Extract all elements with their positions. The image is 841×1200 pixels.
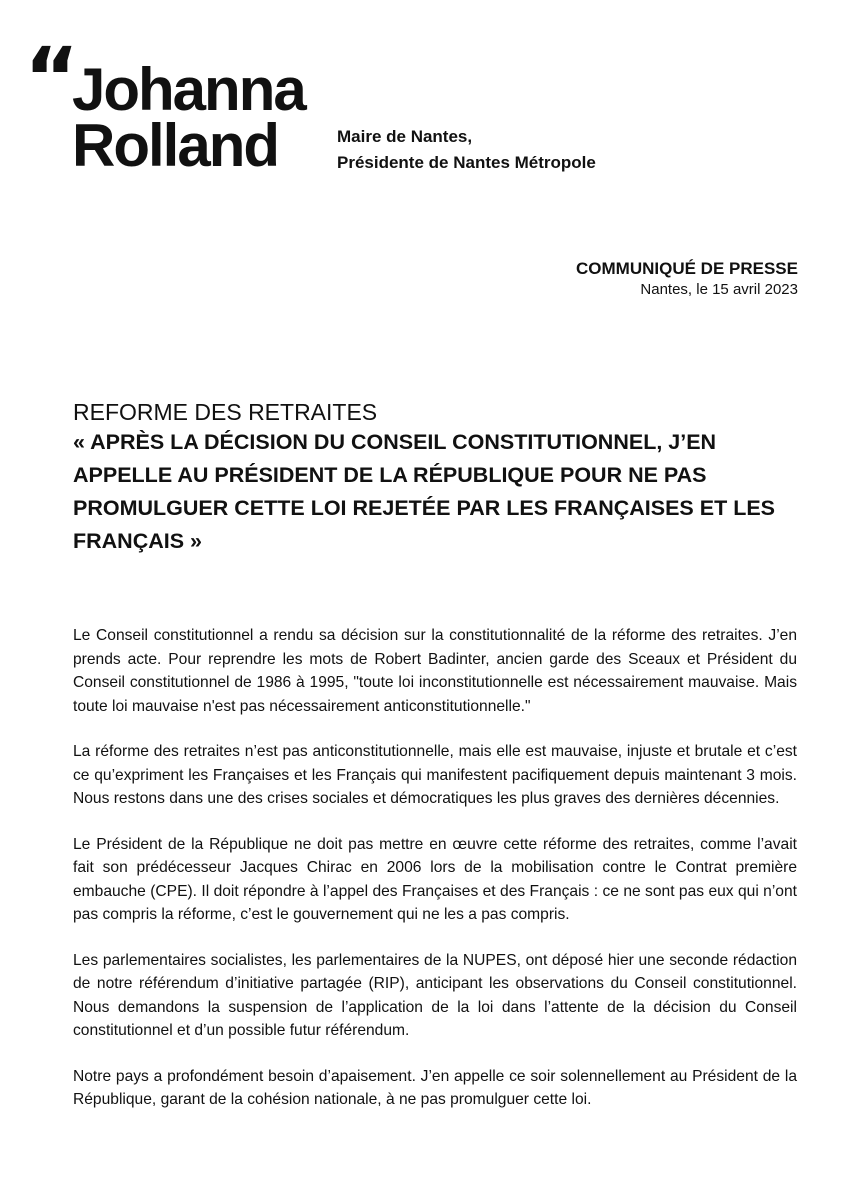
body-paragraph: Les parlementaires socialistes, les parlementaires de la NUPES, ont déposé hier une seconde rédaction de notre référendum d’initiative partagée (RIP), anticipant les observations du Conseil constitutionnel. Nous demandons la suspension de l’application de la loi dans l’attente de la décision du Conseil constitutionnel et d’un possible futur référendum. [73, 951, 797, 1039]
body-paragraph: Le Président de la République ne doit pas mettre en œuvre cette réforme des retraites, comme l’avait fait son prédécesseur Jacques Chirac en 2006 lors de la mobilisation contre le Contrat première embauche (CPE). Il doit répondre à l’appel des Françaises et des Français : ce ne sont pas eux qui n’ont pas compris la réforme, c’est le gouvernement qui ne les a pas compris. [73, 835, 797, 923]
body-paragraph: La réforme des retraites n’est pas anticonstitutionnelle, mais elle est mauvaise, injuste et brutale et c’est ce qu’expriment les Françaises et les Français qui manifestent pacifiquement depuis maintenant 3 mois. Nous restons dans une des crises sociales et démocratiques les plus graves des dernières décennies. [73, 743, 797, 807]
press-release-title: COMMUNIQUÉ DE PRESSE [576, 259, 798, 278]
logo-quote-mark: “ [24, 29, 80, 127]
logo-name [72, 56, 305, 179]
body-paragraph: Le Conseil constitutionnel a rendu sa décision sur la constitutionnalité de la réforme des retraites. J’en prends acte. Pour reprendre les mots de Robert Badinter, ancien garde des Sceaux et Président du Conseil constitutionnel de 1986 à 1995, "toute loi inconstitutionnelle est nécessairement mauvaise. Mais toute loi mauvaise n'est pas nécessairement anticonstitutionnelle." [73, 627, 797, 715]
document-body [73, 624, 797, 1134]
author-title-line1: Maire de Nantes, [337, 127, 473, 146]
logo-name-first: Johanna [72, 56, 305, 123]
document-heading [73, 398, 793, 558]
logo-name-last: Rolland [72, 112, 278, 179]
body-paragraph: Notre pays a profondément besoin d’apaisement. J’en appelle ce soir solennellement au Président de la République, garant de la cohésion nationale, à ne pas promulguer cette loi. [73, 1067, 797, 1108]
author-title-line2: Présidente de Nantes Métropole [337, 153, 596, 172]
heading-quote: « APRÈS LA DÉCISION DU CONSEIL CONSTITUTIONNEL, J’EN APPELLE AU PRÉSIDENT DE LA RÉPUBLIQUE POUR NE PAS PROMULGUER CETTE LOI REJETÉE PAR LES FRANÇAISES ET LES FRANÇAIS » [73, 430, 776, 553]
author-title [337, 124, 596, 176]
heading-topic: REFORME DES RETRAITES [73, 399, 378, 425]
press-release-date: Nantes, le 15 avril 2023 [640, 281, 798, 298]
press-release-header [576, 258, 798, 300]
